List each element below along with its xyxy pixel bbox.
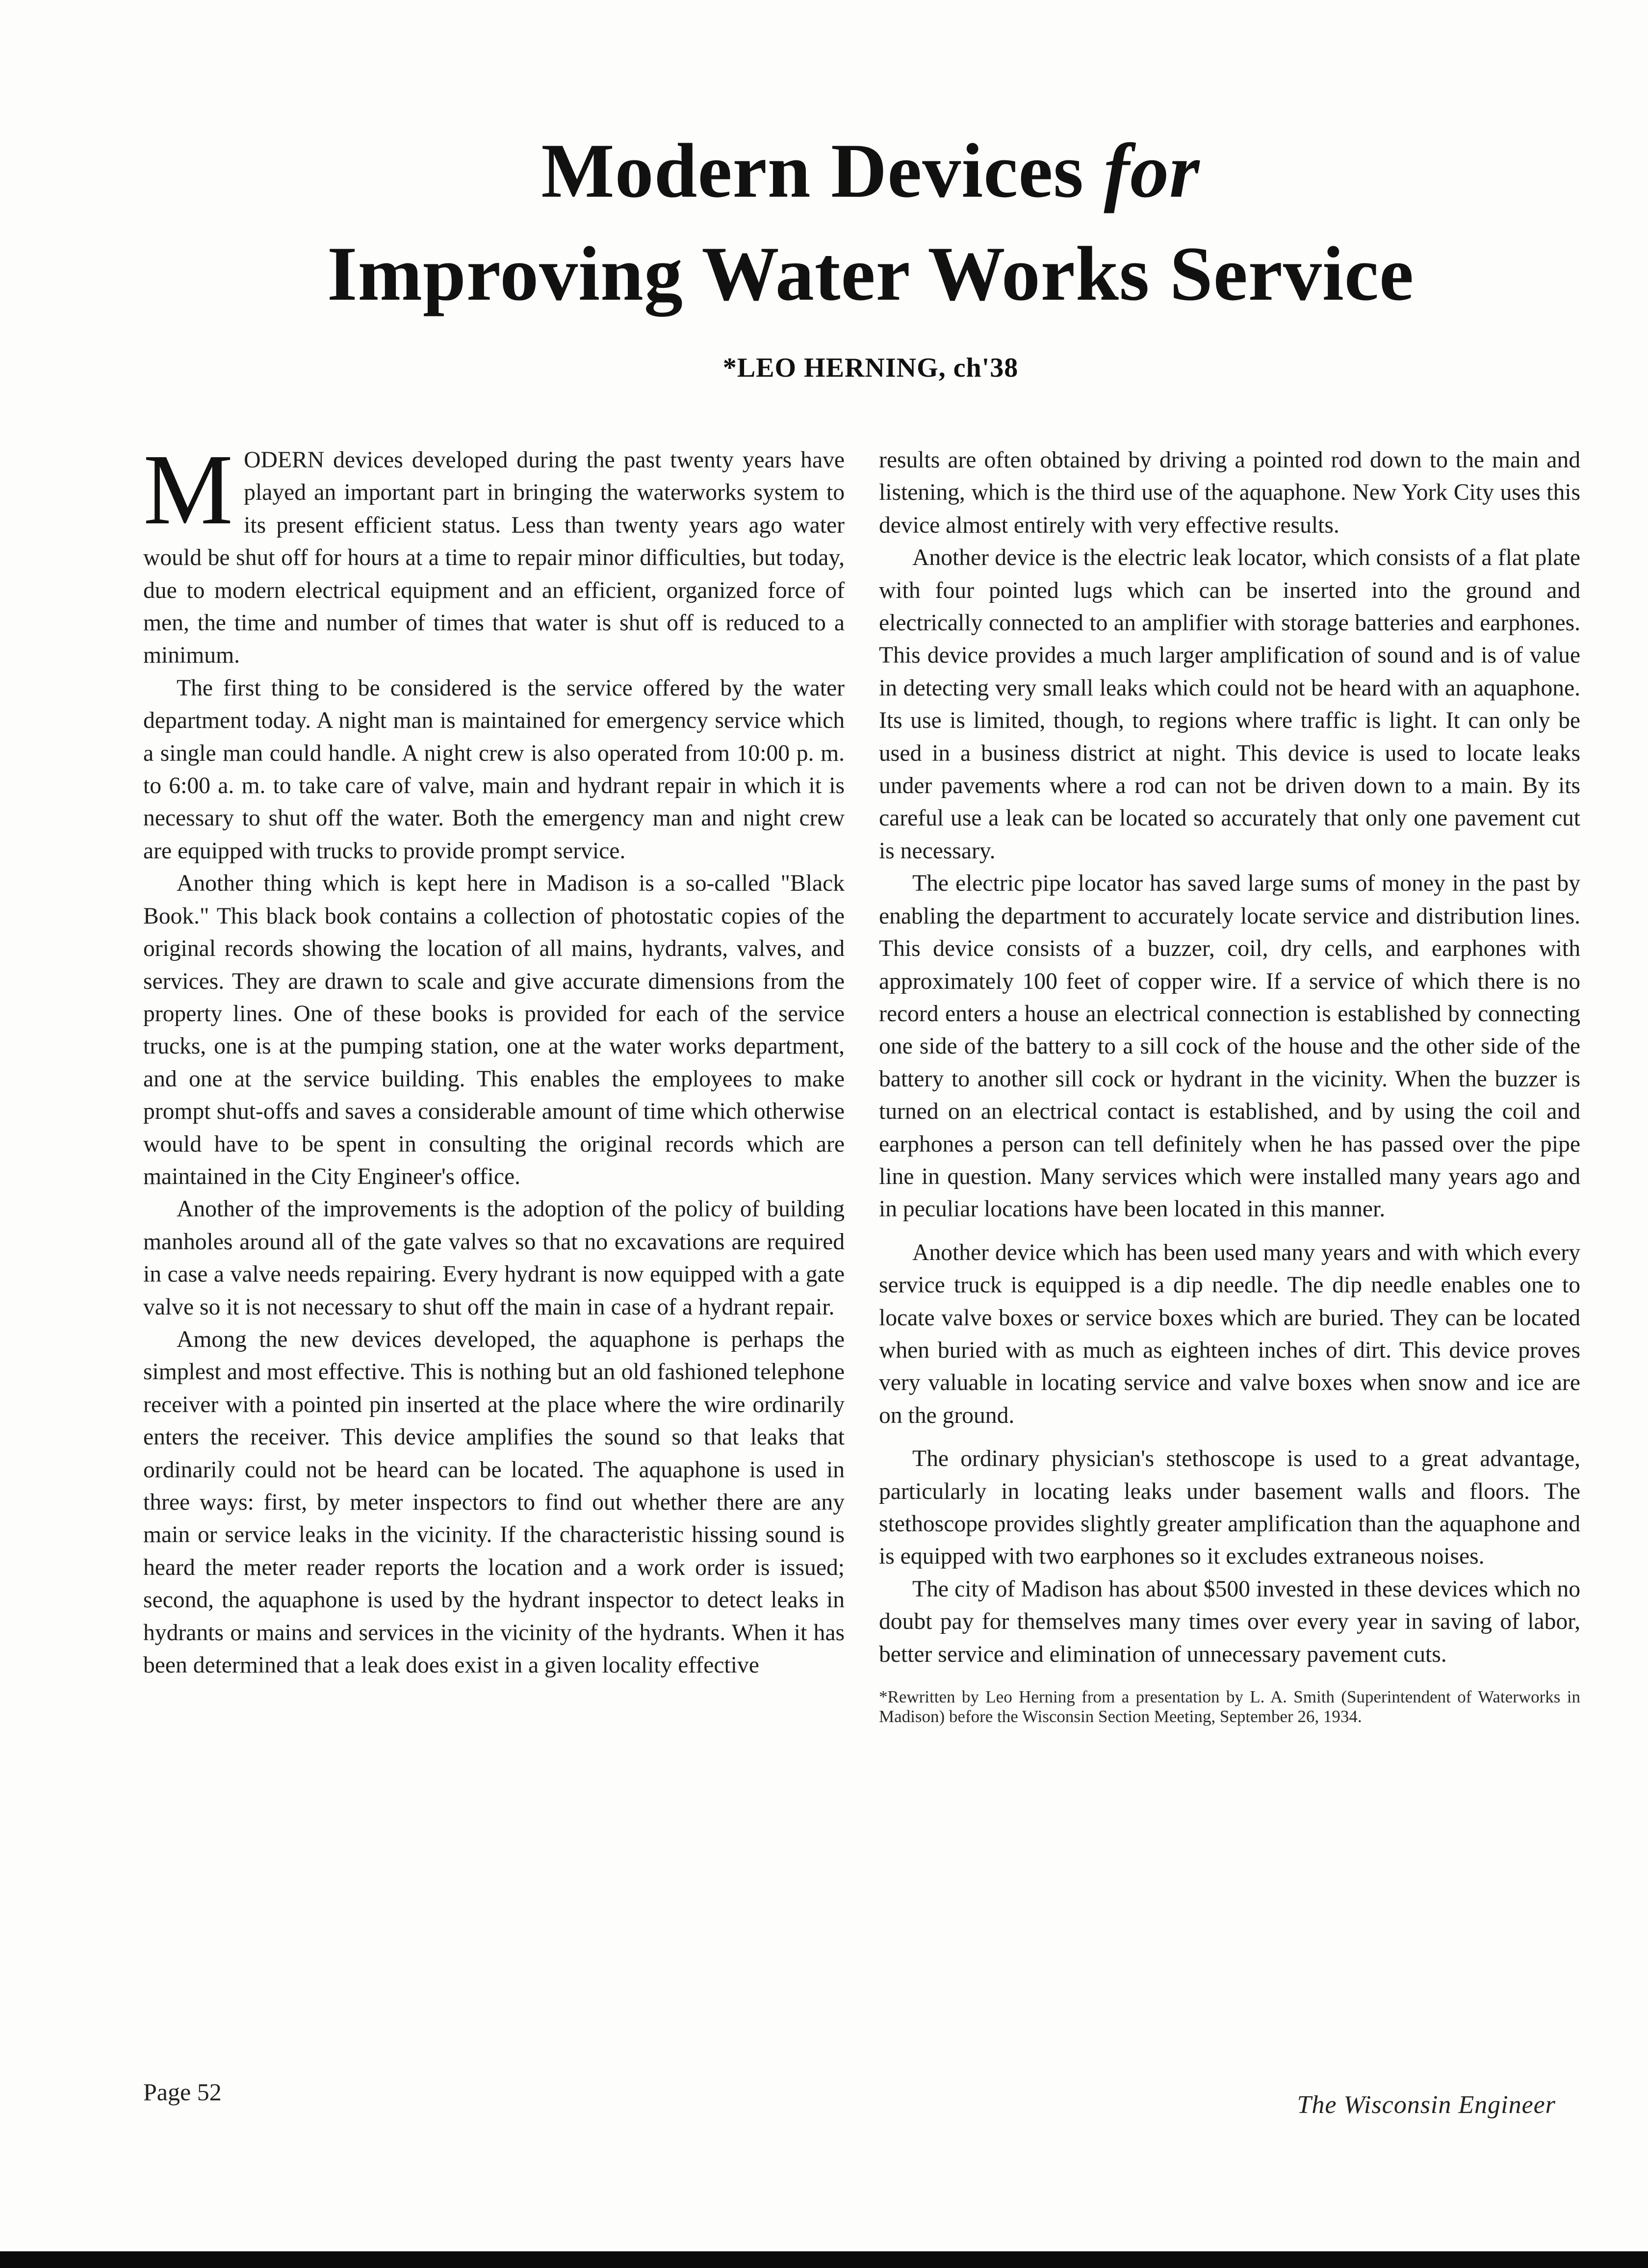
author-byline: *LEO HERNING, ch'38	[722, 353, 1019, 383]
paragraph-stethoscope: The ordinary physician's stethoscope is used to a great advantage, particularly in locating leaks under basement walls and floors. The stethoscope provides slightly greater amplification than the aquaphone and is equipped with two earphones so it excludes extraneous noises.	[879, 1446, 1580, 1570]
paragraph-intro	[143, 433, 845, 672]
paragraph-manholes: Another of the improvements is the adoption of the policy of building manholes around all of the gate valves so that no excavations are required in case a valve needs repairing. Every hydrant is now equipped with a gate valve so it is not necessary to shut off the main in case of a hydrant repair.	[143, 1196, 845, 1320]
paragraph-pipe-locator: The electric pipe locator has saved large sums of money in the past by enabling the department to accurately locate service and distribution lines. This device consists of a buzzer, coil, dry cells, and earphones with approximately 100 feet of copper wire. If a service of which there is no record enters a house an electrical connection is established by connecting one side of the battery to a sill cock of the house and the other side of the battery to another sill cock or hydrant in the vicinity. When the buzzer is turned on an electrical contact is established, and by using the coil and earphones a person can tell definitely when he has passed over the pipe line in question. Many services which were installed many years ago and in peculiar locations have been located in this manner.	[879, 871, 1580, 1222]
paragraph-dip-needle: Another device which has been used many years and with which every service truck is equipped is a dip needle. The dip needle enables one to locate valve boxes or service boxes which are buried. They can be located when buried with as much as eighteen inches of dirt. This device proves very valuable in locating service and valve boxes when snow and ice are on the ground.	[879, 1239, 1580, 1428]
paragraph-intro-text: ODERN devices developed during the past twenty years have played an important part in bringing the waterworks system to its present efficient status. Less than twenty years ago water would be shut off for hours at a time to repair minor difficulties, but today, due to modern electrical equipment and an efficient, organized force of men, the time and number of times that water is shut off is reduced to a minimum.	[143, 447, 845, 669]
article-title-line-2: Improving Water Works Service	[327, 231, 1415, 317]
footnote: *Rewritten by Leo Herning from a presentation by L. A. Smith (Superintendent of Waterworks in Madison) before the Wisconsin Section Meeting, September 26, 1934.	[879, 1687, 1580, 1727]
left-column	[143, 433, 845, 1681]
journal-name: The Wisconsin Engineer	[1297, 2091, 1556, 2119]
page-number: Page 52	[143, 2078, 222, 2106]
title-main-words: Modern Devices	[541, 128, 1084, 214]
paragraph-leak-locator: Another device is the electric leak locator, which consists of a flat plate with four pointed lugs which can be inserted into the ground and electrically connected to an amplifier with storage batteries and earphones. This device provides a much larger amplification of sound and is of value in detecting very small leaks which could not be heard with an aquaphone. Its use is limited, though, to regions where traffic is light. It can only be used in a business district at night. This device is used to locate leaks under pavements where a rod can not be driven down to a main. By its careful use a leak can be located so accurately that only one pavement cut is necessary.	[879, 545, 1580, 864]
scan-edge-band	[0, 2251, 1648, 2268]
paragraph-black-book: Another thing which is kept here in Madison is a so-called "Black Book." This black book contains a collection of photostatic copies of the original records showing the location of all mains, hydrants, valves, and services. They are drawn to scale and give accurate dimensions from the property lines. One of these books is provided for each of the service trucks, one is at the pumping station, one at the water works department, and one at the service building. This enables the employees to make prompt shut-offs and saves a considerable amount of time which otherwise would have to be spent in consulting the original records which are maintained in the City Engineer's office.	[143, 871, 845, 1189]
article-title-line-1	[147, 128, 1594, 214]
paragraph-aquaphone: Among the new devices developed, the aquaphone is perhaps the simplest and most effective. This is nothing but an old fashioned telephone receiver with a pointed pin inserted at the place where the wire ordinarily enters the receiver. This device amplifies the sound so that leaks that ordinarily could not be heard can be located. The aquaphone is used in three ways: first, by meter inspectors to find out whether there are any main or service leaks in the vicinity. If the characteristic hissing sound is heard the meter reader reports the location and a work order is issued; second, the aquaphone is used by the hydrant inspector to detect leaks in hydrants or mains and services in the vicinity of the hydrants. When it has been determined that a leak does exist in a given locality effective	[143, 1326, 845, 1678]
drop-cap: M	[143, 433, 233, 545]
paragraph-investment: The city of Madison has about $500 invested in these devices which no doubt pay for themselves many times over every year in saving of labor, better service and elimination of unnecessary pavement cuts.	[879, 1576, 1580, 1667]
title-italic-word: for	[1104, 128, 1200, 214]
right-column	[879, 444, 1580, 1727]
paragraph-aquaphone-cont: results are often obtained by driving a pointed rod down to the main and listening, which is the third use of the aquaphone. New York City uses this device almost entirely with very effective results.	[879, 447, 1580, 538]
paragraph-service: The first thing to be considered is the service offered by the water department today. A night man is maintained for emergency service which a single man could handle. A night crew is also operated from 10:00 p. m. to 6:00 a. m. to take care of valve, main and hydrant repair in which it is necessary to shut off the water. Both the emergency man and night crew are equipped with trucks to provide prompt service.	[143, 675, 845, 864]
